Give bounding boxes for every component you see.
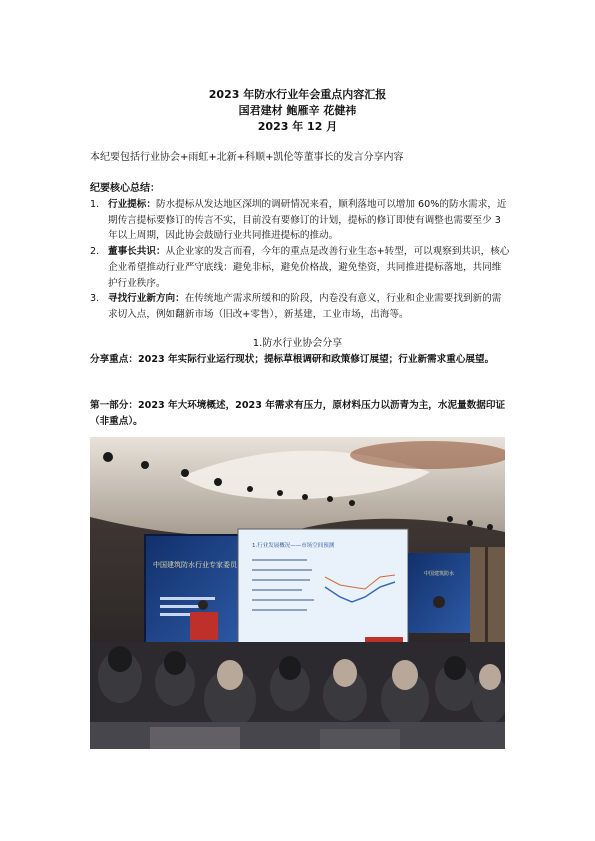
- summary-title: 纪要核心总结：: [90, 183, 160, 194]
- summary-list: [90, 197, 510, 323]
- report-date: 2023 年 12 月: [257, 120, 338, 133]
- part1-paragraph: 第一部分：2023 年大环境概述，2023 年需求有压力，原材料压力以沥青为主，水泥量数据印证（非重点）。: [90, 400, 506, 427]
- item-text: 从企业家的发言而看，今年的重点是改善行业生态+转型，可以观察到共识，核心企业希望推动行业严守底线：避免非标，避免价格战，避免垫资，共同推进提标落地，共同维护行业秩序。: [108, 246, 510, 289]
- item-heading: 寻找行业新方向：: [108, 293, 185, 305]
- slide-heading: 1.行业发展概况——市场空间预测: [252, 543, 335, 549]
- section-heading: 1.防水行业协会分享: [252, 338, 343, 349]
- item-number: 2.: [90, 246, 100, 258]
- item-heading: 行业提标：: [108, 199, 156, 210]
- summary-item: [90, 291, 510, 322]
- focus-paragraph: 分享重点：2023 年实际行业运行现状；提标草根调研和政策修订展望；行业新需求重心展望。: [90, 354, 495, 365]
- intro-text: 本纪要包括行业协会+雨虹+北新+科顺+凯伦等董事长的发言分享内容: [90, 152, 404, 163]
- item-number: 1.: [90, 199, 100, 210]
- item-text: 在传统地产需求所缓和的阶段，内卷没有意义，行业和企业需要找到新的需求切入点，例如翻新市场（旧改+零售），新基建，工业市场，出海等。: [108, 293, 502, 320]
- right-screen-title: 中国建筑防水: [423, 571, 455, 577]
- conference-photo-illustration: [90, 437, 505, 749]
- summary-item: [90, 197, 510, 244]
- report-authors: 国君建材 鲍雁辛 花健祎: [238, 104, 357, 117]
- conference-photo: [90, 437, 505, 749]
- item-text: 防水提标从发达地区深圳的调研情况来看，顺利落地可以增加 60%的防水需求，近期传言提标要修订的传言不实，目前没有要修订的计划，提标的修订即使有调整也需要至少 3 年以上周期，因此协会鼓励行业共同推进提标的推动。: [108, 199, 507, 242]
- report-title: 2023 年防水行业年会重点内容汇报: [208, 88, 387, 101]
- left-screen-title: 中国建筑防水行业专家委员: [153, 561, 237, 569]
- item-heading: 董事长共识：: [108, 246, 166, 258]
- summary-item: [90, 244, 510, 291]
- item-number: 3.: [90, 293, 100, 305]
- title-block: [0, 87, 595, 135]
